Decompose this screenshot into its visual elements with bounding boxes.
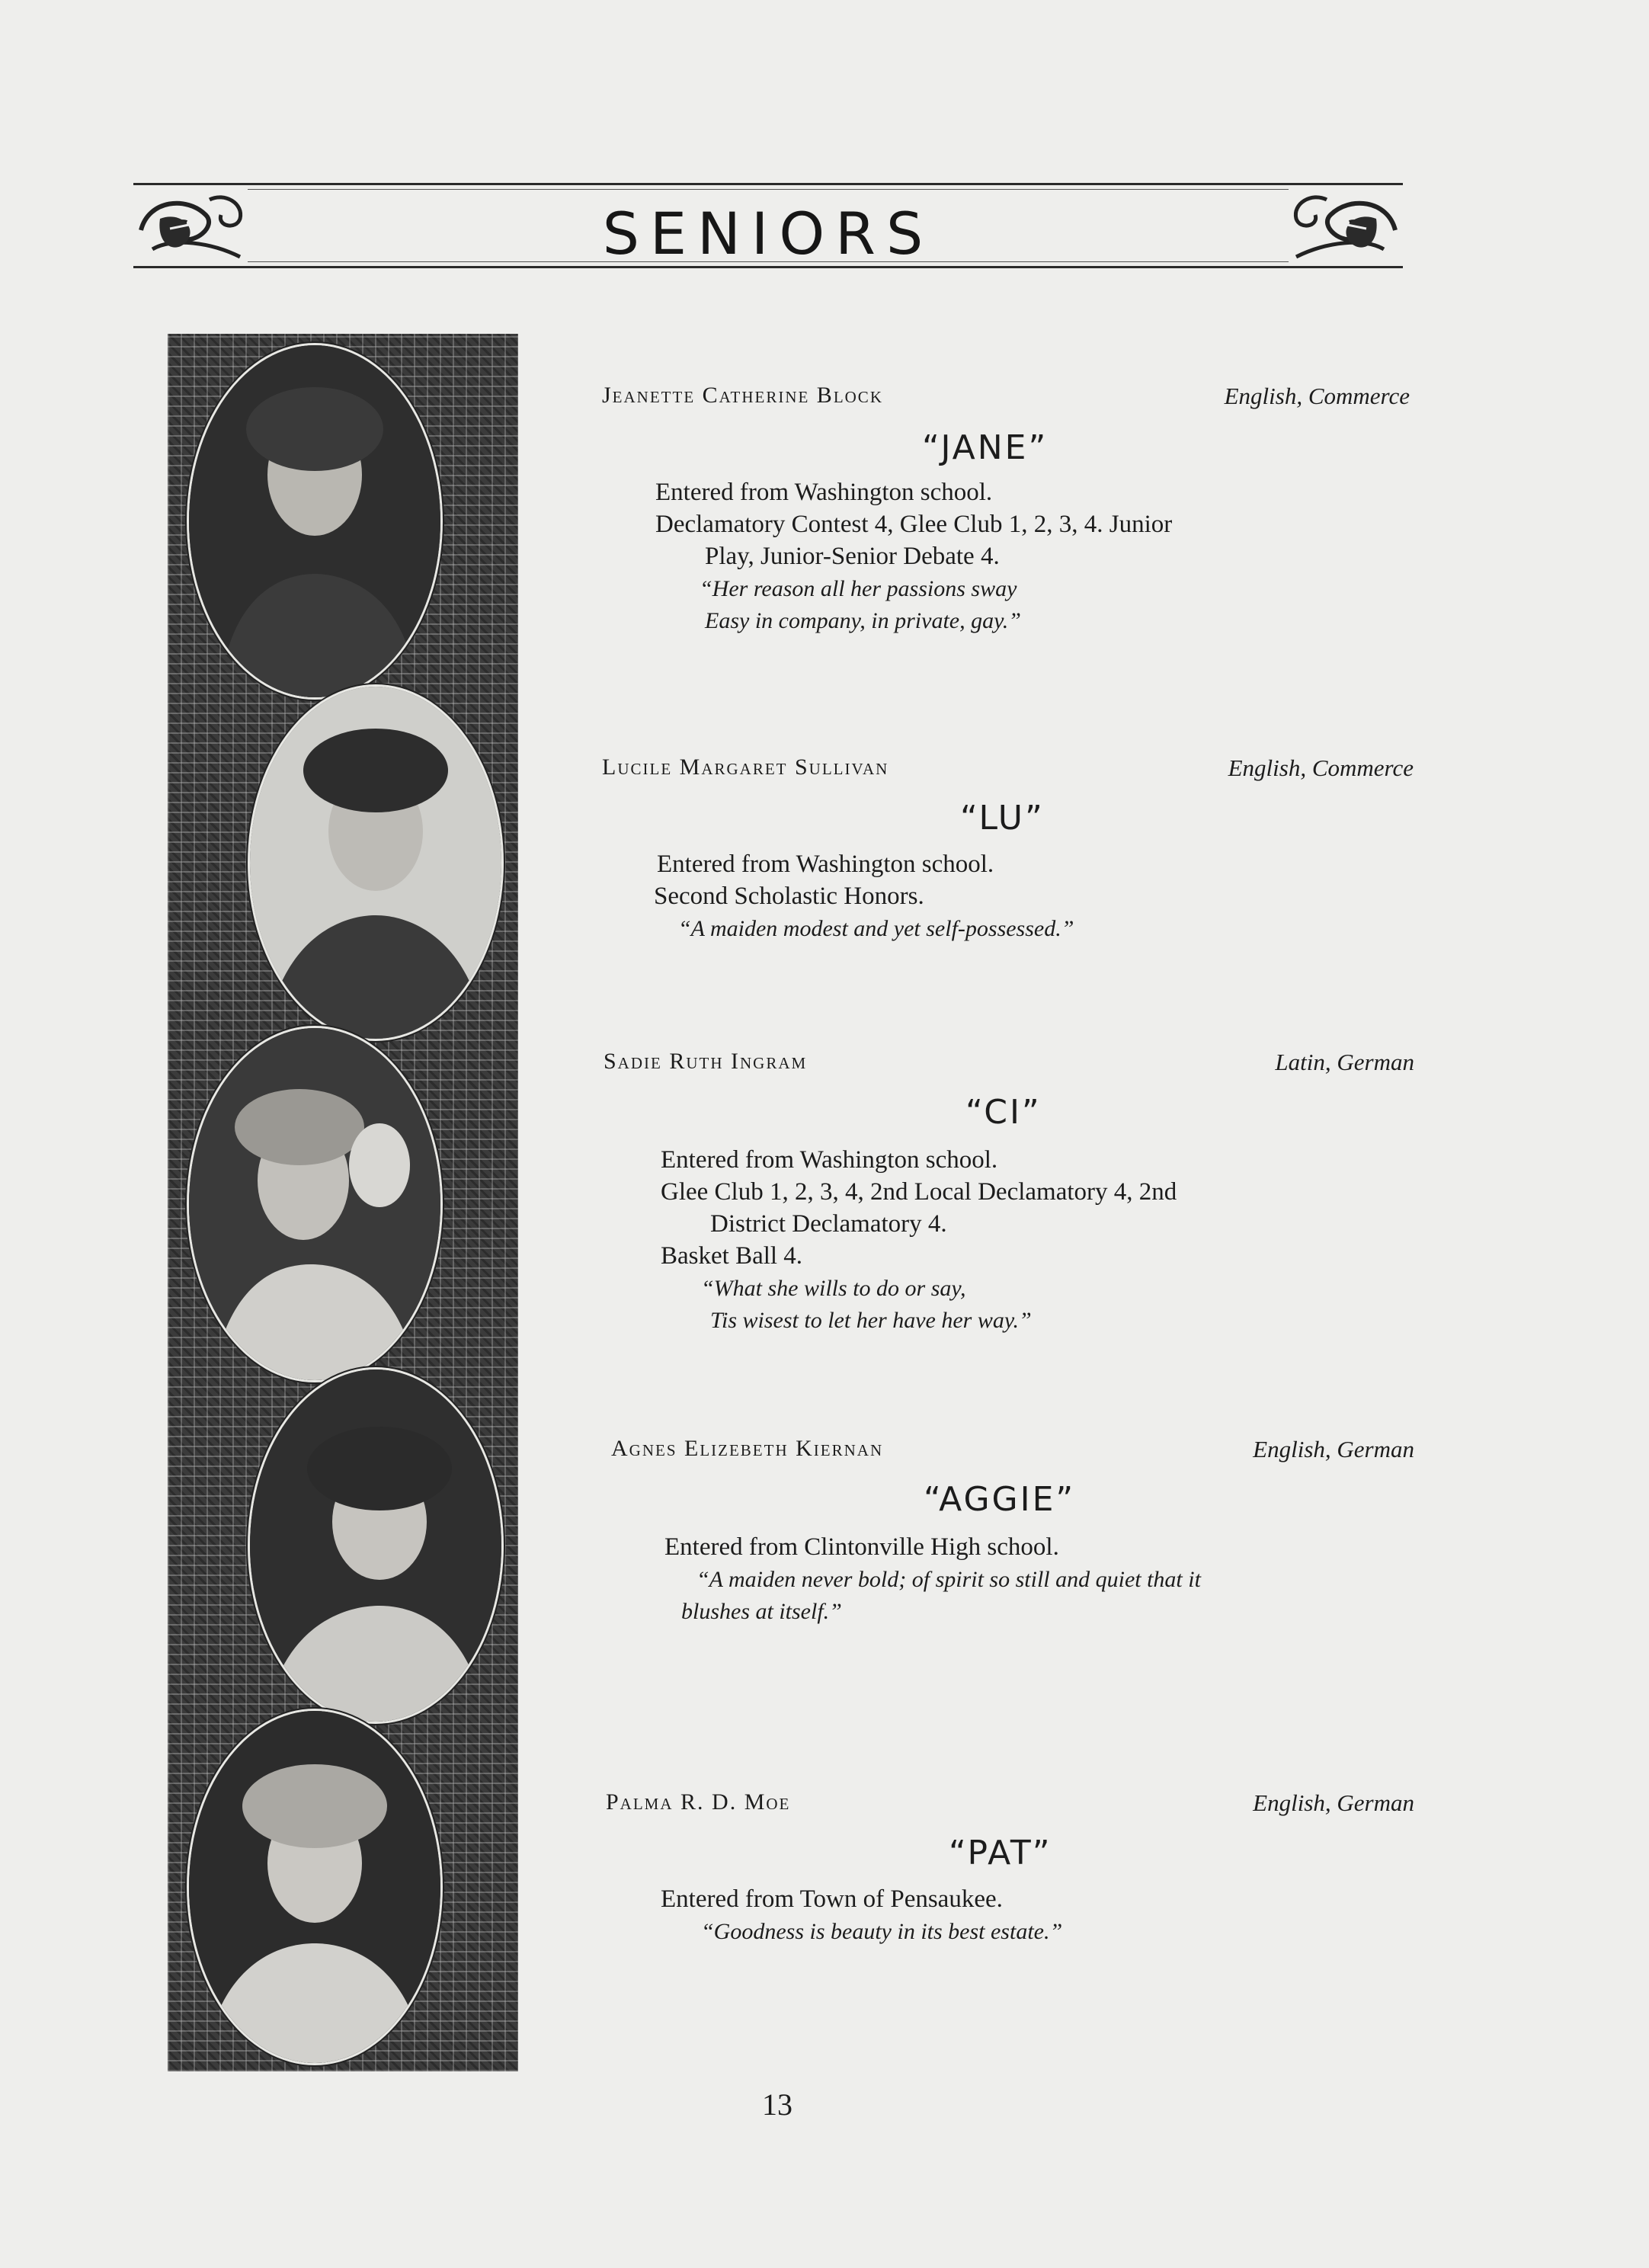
senior-quote: “What she wills to do or say, bbox=[701, 1276, 966, 1301]
senior-name: Palma R. D. Moe bbox=[606, 1789, 791, 1815]
senior-name: Agnes Elizebeth Kiernan bbox=[611, 1436, 884, 1461]
senior-nickname: “LU” bbox=[960, 799, 1045, 838]
senior-name: Sadie Ruth Ingram bbox=[604, 1049, 808, 1074]
senior-course: English, German bbox=[1253, 1436, 1414, 1462]
senior-quote: “Goodness is beauty in its best estate.” bbox=[701, 1919, 1063, 1944]
photo-strip bbox=[168, 334, 518, 2071]
senior-course: English, Commerce bbox=[1224, 383, 1410, 409]
senior-detail-line: Entered from Washington school. bbox=[657, 850, 994, 878]
senior-detail-line: Entered from Washington school. bbox=[661, 1146, 998, 1174]
portrait-photo bbox=[187, 1709, 443, 2065]
senior-detail-line: District Declamatory 4. bbox=[710, 1210, 947, 1238]
senior-name: Jeanette Catherine Block bbox=[602, 383, 883, 408]
header-rule-top bbox=[133, 183, 1403, 185]
senior-detail-line: Glee Club 1, 2, 3, 4, 2nd Local Declamatory 4, 2nd bbox=[661, 1178, 1177, 1206]
senior-quote: “A maiden modest and yet self-possessed.” bbox=[678, 916, 1074, 941]
senior-detail-line: Entered from Washington school. bbox=[655, 479, 993, 506]
page-number: 13 bbox=[762, 2087, 792, 2122]
page-header bbox=[133, 177, 1403, 270]
portrait-photo bbox=[187, 343, 443, 700]
senior-quote: “A maiden never bold; of spirit so still and quiet that it bbox=[696, 1567, 1201, 1592]
senior-quote: blushes at itself.” bbox=[681, 1599, 842, 1624]
portrait-photo bbox=[187, 1026, 443, 1382]
senior-name: Lucile Margaret Sullivan bbox=[602, 754, 889, 780]
senior-detail-line: Entered from Town of Pensaukee. bbox=[661, 1885, 1003, 1913]
portrait-photo bbox=[248, 1367, 504, 1724]
senior-nickname: “CI” bbox=[965, 1093, 1042, 1132]
senior-nickname: “PAT” bbox=[949, 1834, 1052, 1872]
page-title: SENIORS bbox=[602, 200, 934, 267]
senior-quote: Easy in company, in private, gay.” bbox=[705, 608, 1021, 633]
senior-quote: “Her reason all her passions sway bbox=[700, 576, 1017, 601]
senior-detail-line: Basket Ball 4. bbox=[661, 1242, 803, 1270]
senior-quote: Tis wisest to let her have her way.” bbox=[710, 1308, 1032, 1333]
senior-course: English, German bbox=[1253, 1789, 1414, 1816]
senior-detail-line: Declamatory Contest 4, Glee Club 1, 2, 3, 4. Junior bbox=[655, 511, 1173, 538]
senior-detail-line: Play, Junior-Senior Debate 4. bbox=[705, 543, 1000, 570]
portrait-photo bbox=[248, 684, 504, 1041]
senior-course: Latin, German bbox=[1275, 1049, 1414, 1075]
senior-detail-line: Entered from Clintonville High school. bbox=[664, 1533, 1059, 1561]
header-rule-inner-top bbox=[248, 189, 1289, 190]
senior-nickname: “AGGIE” bbox=[924, 1480, 1076, 1519]
senior-course: English, Commerce bbox=[1228, 754, 1414, 781]
senior-detail-line: Second Scholastic Honors. bbox=[654, 883, 924, 910]
senior-nickname: “JANE” bbox=[922, 428, 1049, 467]
